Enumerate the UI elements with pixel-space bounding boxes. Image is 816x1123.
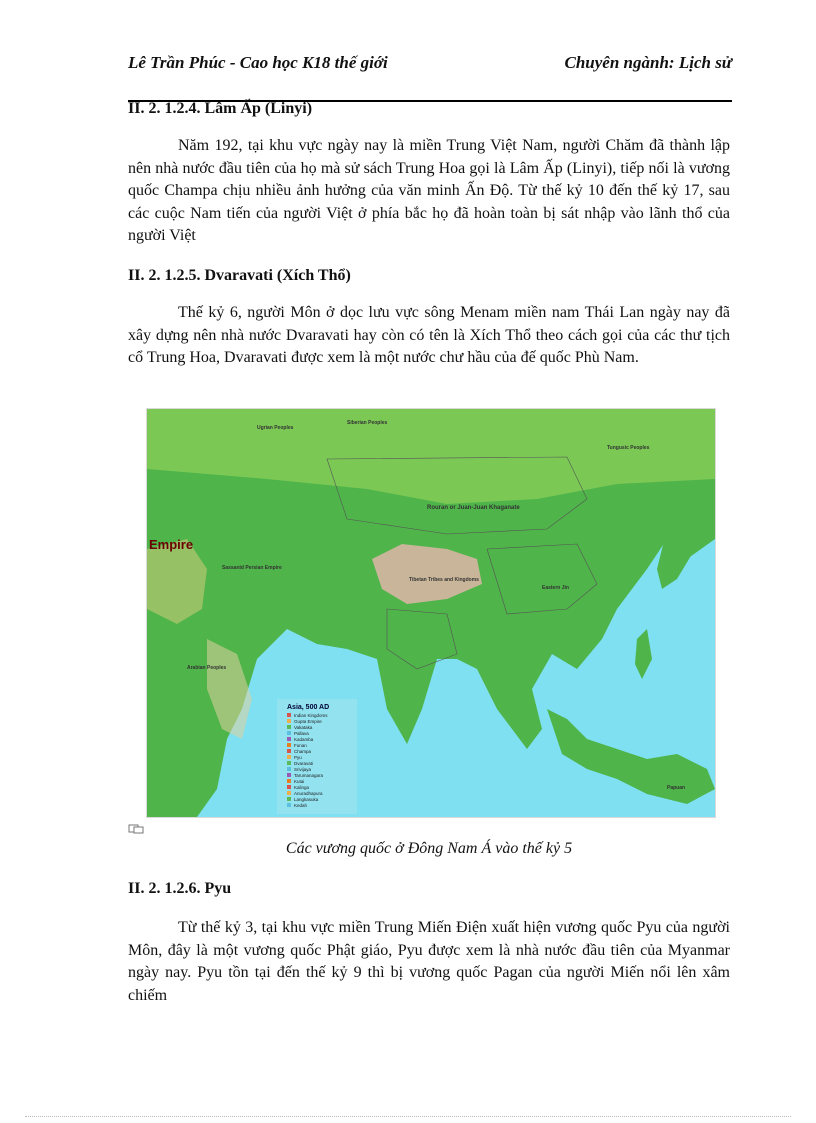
map-label-rouran: Rouran or Juan-Juan Khaganate — [427, 505, 520, 511]
section-title-dvaravati: II. 2. 1.2.5. Dvaravati (Xích Thổ) — [128, 267, 351, 284]
map-label-eastern-jin: Eastern Jin — [542, 585, 569, 591]
legend-swatch — [287, 731, 291, 735]
legend-swatch — [287, 785, 291, 789]
paragraph-pyu: Từ thế kỷ 3, tại khu vực miền Trung Miến Điện xuất hiện vương quốc Pyu của người Môn, đây là một vương quốc Phật giáo, Pyu được xem là nhà nước đầu tiên của Myanmar ngày nay. Pyu tồn tại đến thế kỷ 9 thì bị vương quốc Pagan của người Miến nổi lên xâm chiếm — [128, 919, 730, 1004]
legend-item: Anuradhapura — [294, 791, 323, 796]
legend-swatch — [287, 773, 291, 777]
map-label-sassanid: Sassanid Persian Empire — [222, 565, 282, 571]
asia-map-image — [147, 409, 715, 817]
legend-item: Funan — [294, 743, 307, 748]
header-major: Chuyên ngành: Lịch sử — [564, 53, 732, 72]
legend-swatch — [287, 737, 291, 741]
legend-swatch — [287, 755, 291, 759]
legend-item: Tarumanagara — [294, 773, 324, 778]
legend-swatch — [287, 719, 291, 723]
legend-item: Gupta Empire — [294, 719, 322, 724]
legend-item: Dvaravati — [294, 761, 314, 766]
legend-item: Kutai — [294, 779, 305, 784]
legend-item: Indian Kingdoms — [294, 713, 328, 718]
page-header — [128, 50, 732, 102]
map-label-tungusic: Tungusic Peoples — [607, 445, 650, 451]
map-label-tibet: Tibetan Tribes and Kingdoms — [409, 577, 479, 583]
legend-item: Champa — [294, 749, 312, 754]
legend-item: Kadamba — [294, 737, 314, 742]
legend-item: Srivijaya — [294, 767, 312, 772]
legend-item: Langkasuka — [294, 797, 319, 802]
legend-swatch — [287, 725, 291, 729]
legend-swatch — [287, 803, 291, 807]
map-label-arabia: Arabian Peoples — [187, 665, 227, 671]
map-label-papuan: Papuan — [667, 785, 686, 791]
legend-swatch — [287, 743, 291, 747]
legend-swatch — [287, 713, 291, 717]
legend-swatch — [287, 767, 291, 771]
section-title-pyu: II. 2. 1.2.6. Pyu — [128, 880, 232, 897]
legend-item: Kedah — [294, 803, 308, 808]
legend-item: Pyu — [294, 755, 302, 760]
paragraph-lam-ap: Năm 192, tại khu vực ngày nay là miền Trung Việt Nam, người Chăm đã thành lập nên nhà nước đầu tiên của họ mà sử sách Trung Hoa gọi là Lâm Ấp (Linyi), tiếp nối là vương quốc Champa chịu nhiều ảnh hưởng của văn minh Ấn Độ. Từ thế kỷ 10 đến thế kỷ 17, sau các cuộc Nam tiến của người Việt ở phía bắc họ đã hoàn toàn bị sát nhập vào lãnh thổ của người Việt — [128, 137, 730, 244]
legend-item: Vakataka — [294, 725, 313, 730]
legend-swatch — [287, 761, 291, 765]
section-title-lam-ap: II. 2. 1.2.4. Lâm Ấp (Linyi) — [128, 100, 313, 117]
legend-item: Pallava — [294, 731, 309, 736]
map-legend-title: Asia, 500 AD — [287, 704, 330, 711]
legend-swatch — [287, 779, 291, 783]
legend-swatch — [287, 749, 291, 753]
legend-item: Kalinga — [294, 785, 310, 790]
image-anchor-icon — [128, 824, 144, 834]
map-label-siberian: Siberian Peoples — [347, 420, 388, 426]
map-label-empire: Empire — [149, 537, 194, 552]
header-author: Lê Trần Phúc - Cao học K18 thế giới — [128, 53, 388, 72]
legend-swatch — [287, 791, 291, 795]
map-label-ugrian: Ugrian Peoples — [257, 425, 294, 431]
figure-caption: Các vương quốc ở Đông Nam Á vào thế kỷ 5 — [285, 840, 573, 857]
paragraph-dvaravati: Thế kỷ 6, người Môn ở dọc lưu vực sông Menam miền nam Thái Lan ngày nay đã xây dựng nên nhà nước Dvaravati hay còn có tên là Xích Thổ theo cách gọi của các thư tịch cổ Trung Hoa, Dvaravati được xem là một nước chư hầu của đế quốc Phù Nam. — [128, 304, 730, 366]
legend-swatch — [287, 797, 291, 801]
page-footer-divider — [25, 1116, 791, 1117]
asia-map-figure — [146, 408, 716, 818]
